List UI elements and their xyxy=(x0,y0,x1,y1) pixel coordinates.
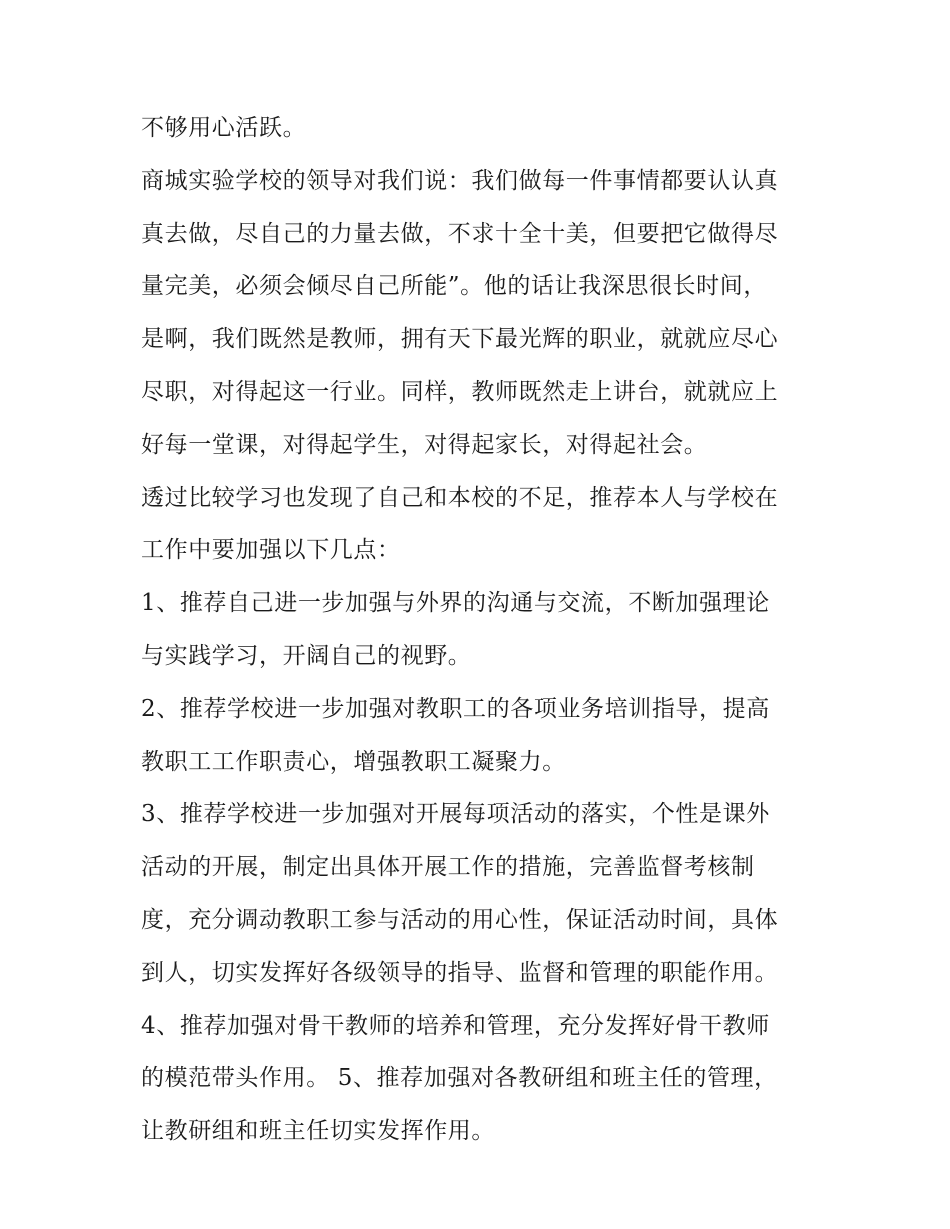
text-line: 真去做，尽自己的力量去做，不求十全十美，但要把它做得尽 xyxy=(141,221,779,247)
text-line: 到人，切实发挥好各级领导的指导、监督和管理的职能作用。 xyxy=(141,960,779,986)
text-line: 透过比较学习也发现了自己和本校的不足，推荐本人与学校在 xyxy=(141,485,779,511)
text-line: 商城实验学校的领导对我们说：我们做每一件事情都要认认真 xyxy=(141,168,779,194)
text-line: 4、推荐加强对骨干教师的培养和管理，充分发挥好骨干教师 xyxy=(141,1013,770,1039)
text-line: 3、推荐学校进一步加强对开展每项活动的落实，个性是课外 xyxy=(141,801,770,827)
text-line: 工作中要加强以下几点： xyxy=(141,537,401,563)
text-line: 度，充分调动教职工参与活动的用心性，保证活动时间，具体 xyxy=(141,907,779,933)
text-line: 活动的开展，制定出具体开展工作的措施，完善监督考核制 xyxy=(141,854,755,880)
text-line: 教职工工作职责心，增强教职工凝聚力。 xyxy=(141,749,566,775)
text-line: 尽职，对得起这一行业。同样，教师既然走上讲台，就就应上 xyxy=(141,379,779,405)
text-line: 不够用心活跃。 xyxy=(141,115,307,141)
text-line: 与实践学习，开阔自己的视野。 xyxy=(141,643,472,669)
text-line: 的模范带头作用。 5、推荐加强对各教研组和班主任的管理， xyxy=(141,1065,778,1091)
text-line: 让教研组和班主任切实发挥作用。 xyxy=(141,1118,495,1144)
text-line: 2、推荐学校进一步加强对教职工的各项业务培训指导，提高 xyxy=(141,696,770,722)
text-line: 1、推荐自己进一步加强与外界的沟通与交流，不断加强理论 xyxy=(141,590,770,616)
text-line: 是啊，我们既然是教师，拥有天下最光辉的职业，就就应尽心 xyxy=(141,326,779,352)
text-line: 量完美，必须会倾尽自己所能”。他的话让我深思很长时间， xyxy=(141,273,767,299)
text-line: 好每一堂课，对得起学生，对得起家长，对得起社会。 xyxy=(141,432,708,458)
